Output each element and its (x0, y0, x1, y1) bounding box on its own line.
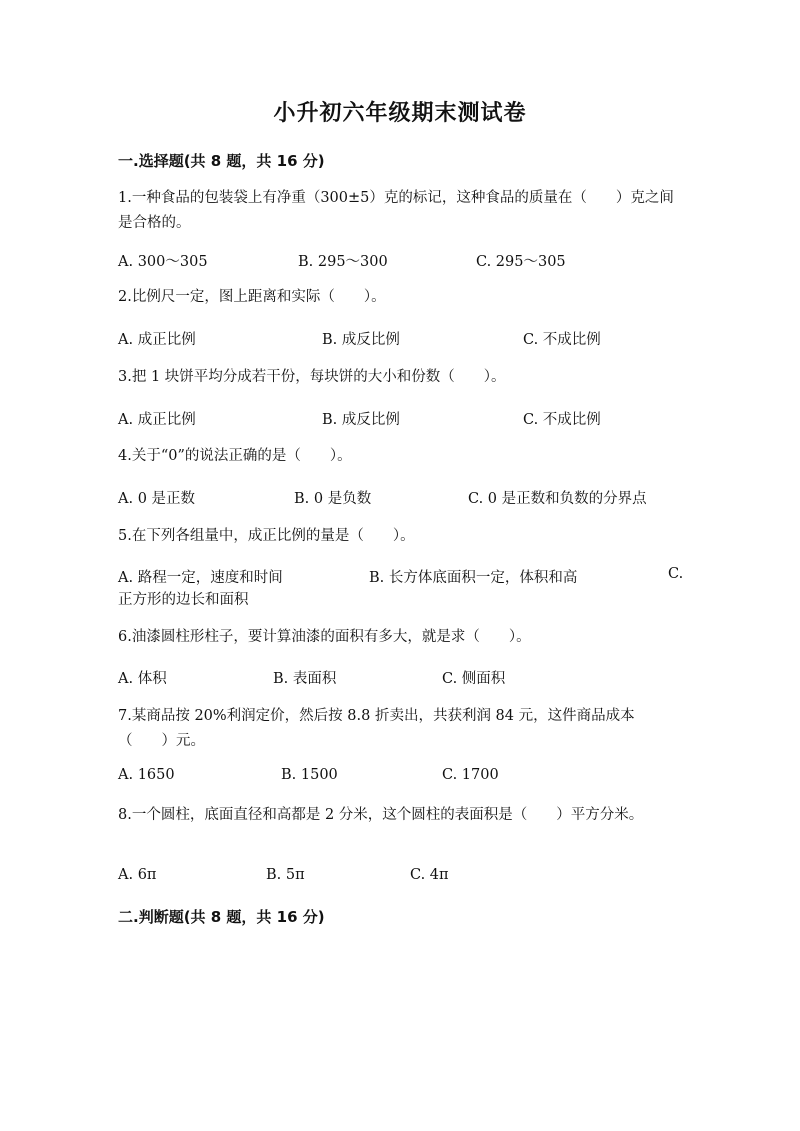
options-2 (118, 328, 688, 350)
section-heading-choice: 一.选择题(共 8 题，共 16 分) (118, 152, 325, 170)
option-c: C. 0 是正数和负数的分界点 (468, 491, 647, 507)
option-c-text: 正方形的边长和面积 (118, 592, 249, 608)
option-b: B. 成反比例 (322, 332, 400, 348)
options-7 (118, 767, 688, 789)
question-7: 7.某商品按 20%利润定价，然后按 8.8 折卖出，共获利润 84 元，这件商品成本（ ）元。 (118, 708, 635, 749)
option-b: B. 295～300 (298, 254, 388, 270)
question-4: 4.关于“0”的说法正确的是（ ）。 (118, 448, 352, 464)
question-1: 1.一种食品的包装袋上有净重（300±5）克的标记，这种食品的质量在（ ）克之间是合格的。 (118, 190, 674, 231)
option-b: B. 表面积 (273, 671, 337, 687)
option-b: B. 0 是负数 (294, 491, 372, 507)
option-b: B. 5π (266, 867, 305, 883)
option-a: A. 0 是正数 (118, 491, 196, 507)
question-2: 2.比例尺一定，图上距离和实际（ ）。 (118, 289, 386, 305)
option-c: C. 1700 (442, 767, 499, 783)
question-6: 6.油漆圆柱形柱子，要计算油漆的面积有多大，就是求（ ）。 (118, 629, 531, 645)
option-a: A. 300～305 (118, 254, 208, 270)
option-a: A. 成正比例 (118, 332, 196, 348)
page-title: 小升初六年级期末测试卷 (273, 101, 527, 126)
question-3: 3.把 1 块饼平均分成若干份，每块饼的大小和份数（ ）。 (118, 369, 506, 385)
option-b: B. 成反比例 (322, 412, 400, 428)
section-heading-judgement: 二.判断题(共 8 题，共 16 分) (118, 908, 325, 926)
option-c: C. 不成比例 (523, 332, 601, 348)
option-a: A. 成正比例 (118, 412, 196, 428)
options-3 (118, 408, 688, 430)
option-b: B. 长方体底面积一定，体积和高 (369, 570, 578, 586)
option-a: A. 6π (118, 867, 157, 883)
option-c: C. 4π (410, 867, 449, 883)
option-a: A. 体积 (118, 671, 167, 687)
question-5: 5.在下列各组量中，成正比例的量是（ ）。 (118, 528, 415, 544)
option-a: A. 1650 (118, 767, 175, 783)
options-6 (118, 667, 688, 689)
option-c: C. 295～305 (476, 254, 566, 270)
question-8: 8.一个圆柱，底面直径和高都是 2 分米，这个圆柱的表面积是（ ）平方分米。 (118, 807, 644, 823)
options-4 (118, 487, 688, 509)
options-1 (118, 250, 688, 272)
option-c: C. 侧面积 (442, 671, 506, 687)
option-a: A. 路程一定，速度和时间 (118, 570, 283, 586)
options-8 (118, 867, 688, 889)
option-c: C. 不成比例 (523, 412, 601, 428)
option-c-label: C. (668, 566, 684, 582)
option-b: B. 1500 (281, 767, 338, 783)
options-5 (118, 566, 688, 588)
